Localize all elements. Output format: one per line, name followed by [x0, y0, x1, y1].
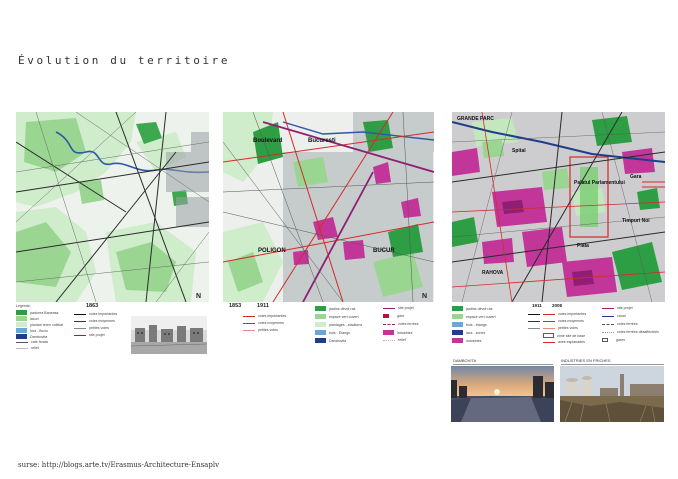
- legend-item: voies importantes: [528, 312, 586, 316]
- legend-item: axes esplanades: [543, 340, 585, 344]
- legend-item: voies importantes: [74, 312, 117, 316]
- legend-item: lacs - zones: [452, 330, 485, 335]
- legend-year-to: 1911: [257, 303, 269, 309]
- legend-year-to: 2008: [552, 303, 563, 308]
- legend-item: petites voies: [74, 326, 109, 330]
- map-1863-drawing: [16, 112, 209, 302]
- legend-item: voies moyennes: [74, 319, 115, 323]
- legend-item: bois - Etangs: [315, 330, 350, 335]
- legend-year-from: 1853: [229, 303, 242, 309]
- map-1853-1911: [223, 112, 434, 302]
- photo-dambovita: [451, 366, 554, 422]
- legend-item: voies importantes: [243, 314, 286, 318]
- legend-heading: Legende: [16, 304, 30, 308]
- map-label: Boulevard: [253, 138, 283, 144]
- legend-item: voies ferrées: [383, 322, 419, 326]
- map-label: Piata: [577, 243, 589, 249]
- map-1911-2008: [452, 112, 665, 302]
- svg-text:N: N: [196, 293, 202, 300]
- legend-item: site projet: [383, 306, 414, 310]
- legend-item: plantages - stadiums: [315, 322, 362, 327]
- legend-item: gares: [602, 338, 625, 342]
- legend-item: voies ferrées désaffectées: [602, 330, 659, 334]
- legend-item: voies moyennes: [528, 319, 584, 323]
- map-label: GRANDE PARC: [457, 116, 494, 122]
- legend-item: industries: [452, 338, 481, 343]
- legend-item: fora - fluviu: [16, 328, 48, 333]
- map-label: BUCUR: [373, 248, 395, 254]
- legend-item: zone site de base: [543, 333, 585, 338]
- map-label: Timpuri Noi: [622, 218, 650, 224]
- legend-item: plantari teren cultivat: [16, 322, 63, 327]
- legend-item: padurea Baneasa: [16, 310, 58, 315]
- map-label: Gara: [630, 174, 642, 180]
- legend-year-from: 1911: [532, 303, 542, 308]
- page-title: Évolution du territoire: [18, 54, 231, 67]
- map-1863: [16, 112, 209, 302]
- legend-item: espace vert ouvert: [315, 314, 359, 319]
- legend-year: 1863: [86, 303, 99, 309]
- photo-industries: [560, 366, 664, 422]
- map-label: POLIGON: [258, 248, 286, 254]
- legend-item: espace vert ouvert: [452, 314, 496, 319]
- map-label: RAHOVA: [482, 270, 504, 276]
- legend-item: gare: [383, 314, 404, 318]
- photo-caption-industries: INDUSTRIES EN FRICHES: [561, 358, 611, 363]
- legend-1911: [223, 304, 434, 352]
- legend-item: lacuri: [16, 316, 39, 321]
- map-label: Spital: [512, 148, 526, 154]
- map-1911-drawing: [223, 112, 434, 302]
- legend-item: canal: [602, 314, 626, 318]
- map-2008-drawing: [452, 112, 665, 302]
- divider: [453, 364, 553, 365]
- legend-item: petites voies: [528, 326, 578, 330]
- legend-item: petites voies: [243, 328, 278, 332]
- legend-item: voies moyennes: [243, 321, 284, 325]
- source-note: surse: http://blogs.arte.tv/Erasmus-Architecture-Ensaplv: [18, 461, 220, 469]
- legend-2008: [452, 304, 665, 352]
- legend-item: relief: [383, 338, 406, 342]
- legend-item: jardins dévot ras: [315, 306, 355, 311]
- divider: [561, 364, 664, 365]
- map-label: Palatul Parlamentului: [574, 180, 625, 186]
- legend-item: Dambovita: [16, 334, 47, 339]
- legend-item: relief: [16, 346, 39, 350]
- legend-item: site projet: [602, 306, 633, 310]
- map-label: Bucuresti: [308, 138, 336, 144]
- legend-item: jardins dévot ras: [452, 306, 492, 311]
- legend-item: site projet: [74, 333, 105, 337]
- photo-caption-dambovita: DAMBOVITA: [453, 358, 477, 363]
- legend-item: Dambovita: [315, 338, 346, 343]
- legend-item: voies ferrées: [602, 322, 638, 326]
- legend-item: cale ferata: [16, 340, 48, 344]
- historic-photo-1863: [131, 316, 207, 354]
- legend-item: bois - étangs: [452, 322, 487, 327]
- svg-text:N: N: [422, 293, 428, 300]
- legend-item: industries: [383, 330, 412, 335]
